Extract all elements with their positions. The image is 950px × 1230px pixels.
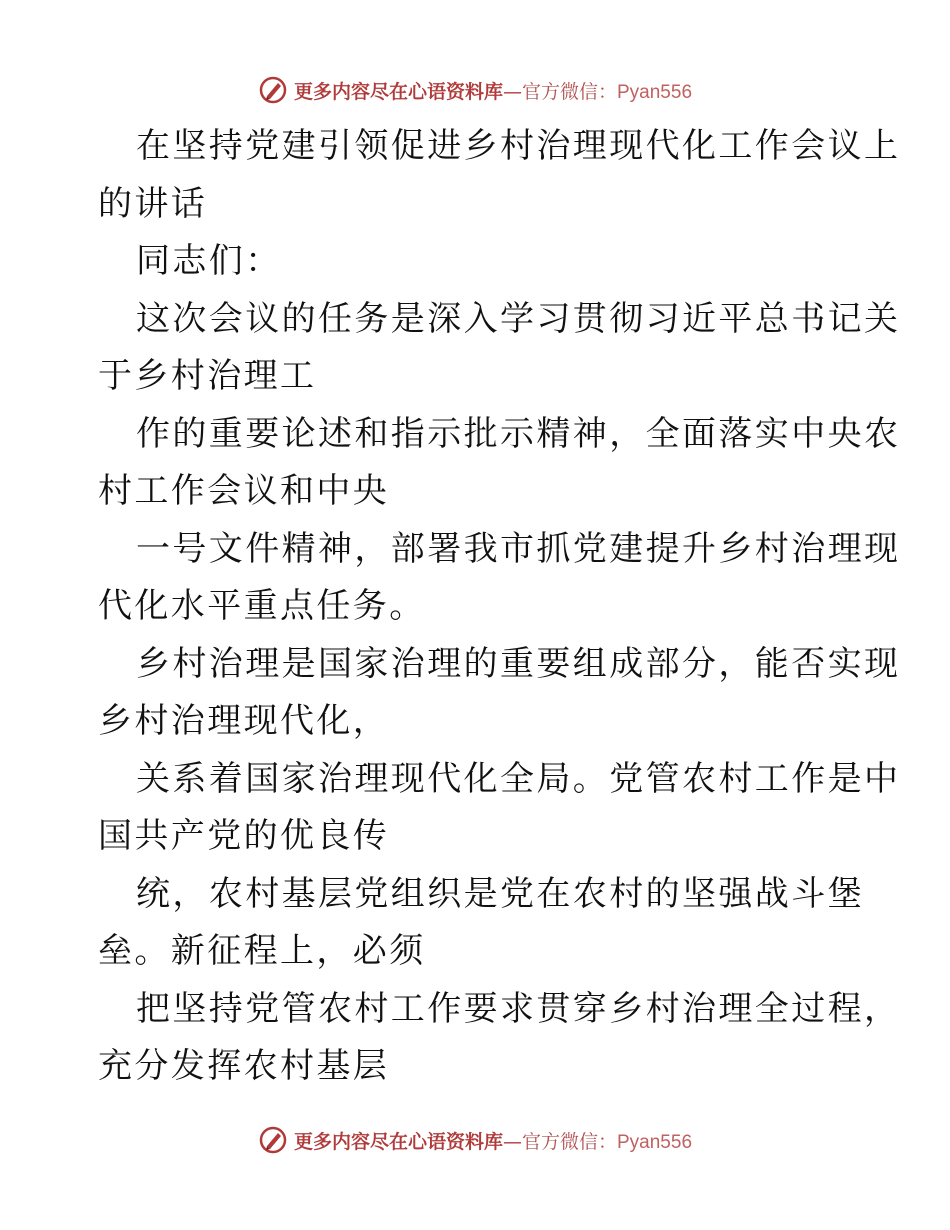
watermark-main: 更多内容尽在心语资料库 xyxy=(293,1130,503,1153)
text-line: 村工作会议和中央 xyxy=(98,471,390,511)
text-line: 垒。新征程上，必须 xyxy=(98,931,426,971)
watermark-sub: 官方微信： xyxy=(521,1130,617,1153)
header-watermark xyxy=(0,70,950,110)
watermark-dash: — xyxy=(502,1130,522,1153)
text-line: 国共产党的优良传 xyxy=(98,816,390,856)
watermark-sub: 官方微信： xyxy=(521,80,617,103)
text-line: 于乡村治理工 xyxy=(98,356,317,396)
watermark-dash: — xyxy=(502,80,522,103)
text-line: 代化水平重点任务。 xyxy=(98,586,426,626)
watermark-text xyxy=(294,77,692,104)
text-line: 一号文件精神，部署我市抓党建提升乡村治理现 xyxy=(136,528,901,569)
text-line: 这次会议的任务是深入学习贯彻习近平总书记关 xyxy=(136,298,901,339)
document-body xyxy=(98,118,901,1096)
text-line: 把坚持党管农村工作要求贯穿乡村治理全过程， xyxy=(136,988,901,1029)
footer-watermark xyxy=(0,1120,950,1160)
pen-logo-icon xyxy=(258,75,288,105)
text-line: 同志们： xyxy=(136,241,282,281)
text-line: 充分发挥农村基层 xyxy=(98,1046,390,1086)
text-line: 乡村治理现代化， xyxy=(98,701,390,741)
watermark-main: 更多内容尽在心语资料库 xyxy=(293,80,503,103)
text-line: 在坚持党建引领促进乡村治理现代化工作会议上 xyxy=(136,126,901,166)
text-line: 的讲话 xyxy=(98,183,208,224)
pen-logo-icon xyxy=(258,1125,288,1155)
text-line: 作的重要论述和指示批示精神，全面落实中央农 xyxy=(136,413,901,454)
watermark-id: Pyan556 xyxy=(617,1131,693,1153)
text-line: 乡村治理是国家治理的重要组成部分，能否实现 xyxy=(136,643,901,684)
text-line: 统，农村基层党组织是党在农村的坚强战斗堡 xyxy=(136,873,864,914)
watermark-id: Pyan556 xyxy=(617,81,693,103)
text-line: 关系着国家治理现代化全局。党管农村工作是中 xyxy=(136,758,901,799)
watermark-text xyxy=(294,1127,692,1154)
